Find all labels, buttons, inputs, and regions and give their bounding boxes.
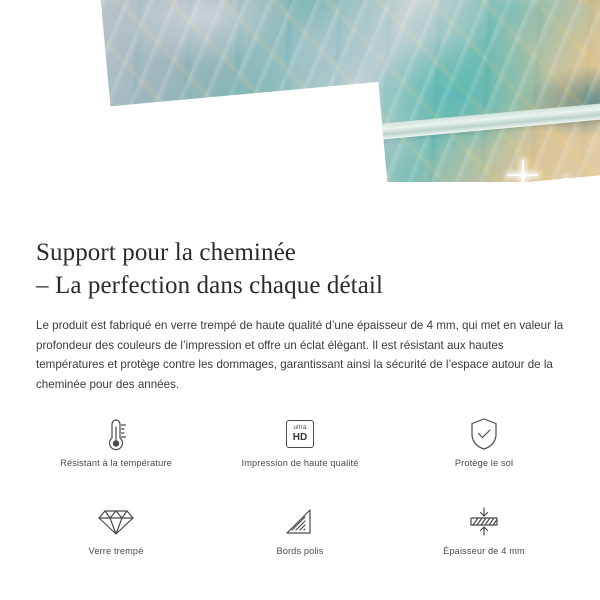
feature-item-print-quality [208, 412, 392, 490]
page-title-line-2: – La perfection dans chaque détail [36, 272, 383, 299]
ultra-hd-bottom-text: HD [292, 431, 308, 443]
feature-item-tempered-glass [24, 500, 208, 578]
feature-item-polished-edges [208, 500, 392, 578]
feature-label: Résistant à la température [60, 458, 172, 468]
thermometer-icon [101, 412, 131, 456]
feature-item-temperature [24, 412, 208, 490]
body-paragraph: Le produit est fabriqué en verre trempé de haute qualité d’une épaisseur de 4 mm, qui met en valeur la profondeur des couleurs de l’impression et offre un éclat élégant. Il est résistant aux hautes températures et protège contre les dommages, garantissant ainsi la sécurité de l’espace autour de la cheminée pour des années. [36, 319, 564, 391]
feature-label: Protège le sol [454, 458, 514, 468]
feature-label: Impression de haute qualité [241, 458, 359, 468]
shield-check-icon [467, 412, 501, 456]
ultra-hd-top-text: ultra [293, 424, 307, 432]
ultra-hd-icon [286, 412, 314, 456]
hero-mask-bottom [0, 182, 600, 222]
feature-grid [0, 412, 600, 578]
feature-label: Épaisseur de 4 mm [443, 546, 525, 556]
feature-item-floor-protection [392, 412, 576, 490]
feature-item-thickness [392, 500, 576, 578]
feature-label: Bords polis [276, 546, 324, 556]
page-title-line-1: Support pour la cheminée [36, 239, 296, 266]
page-title [36, 236, 564, 302]
thickness-icon [464, 500, 504, 544]
polished-edges-icon [283, 500, 317, 544]
feature-label: Verre trempé [88, 546, 144, 556]
hero-image [0, 0, 600, 222]
diamond-icon [97, 500, 135, 544]
content-block [0, 222, 600, 394]
